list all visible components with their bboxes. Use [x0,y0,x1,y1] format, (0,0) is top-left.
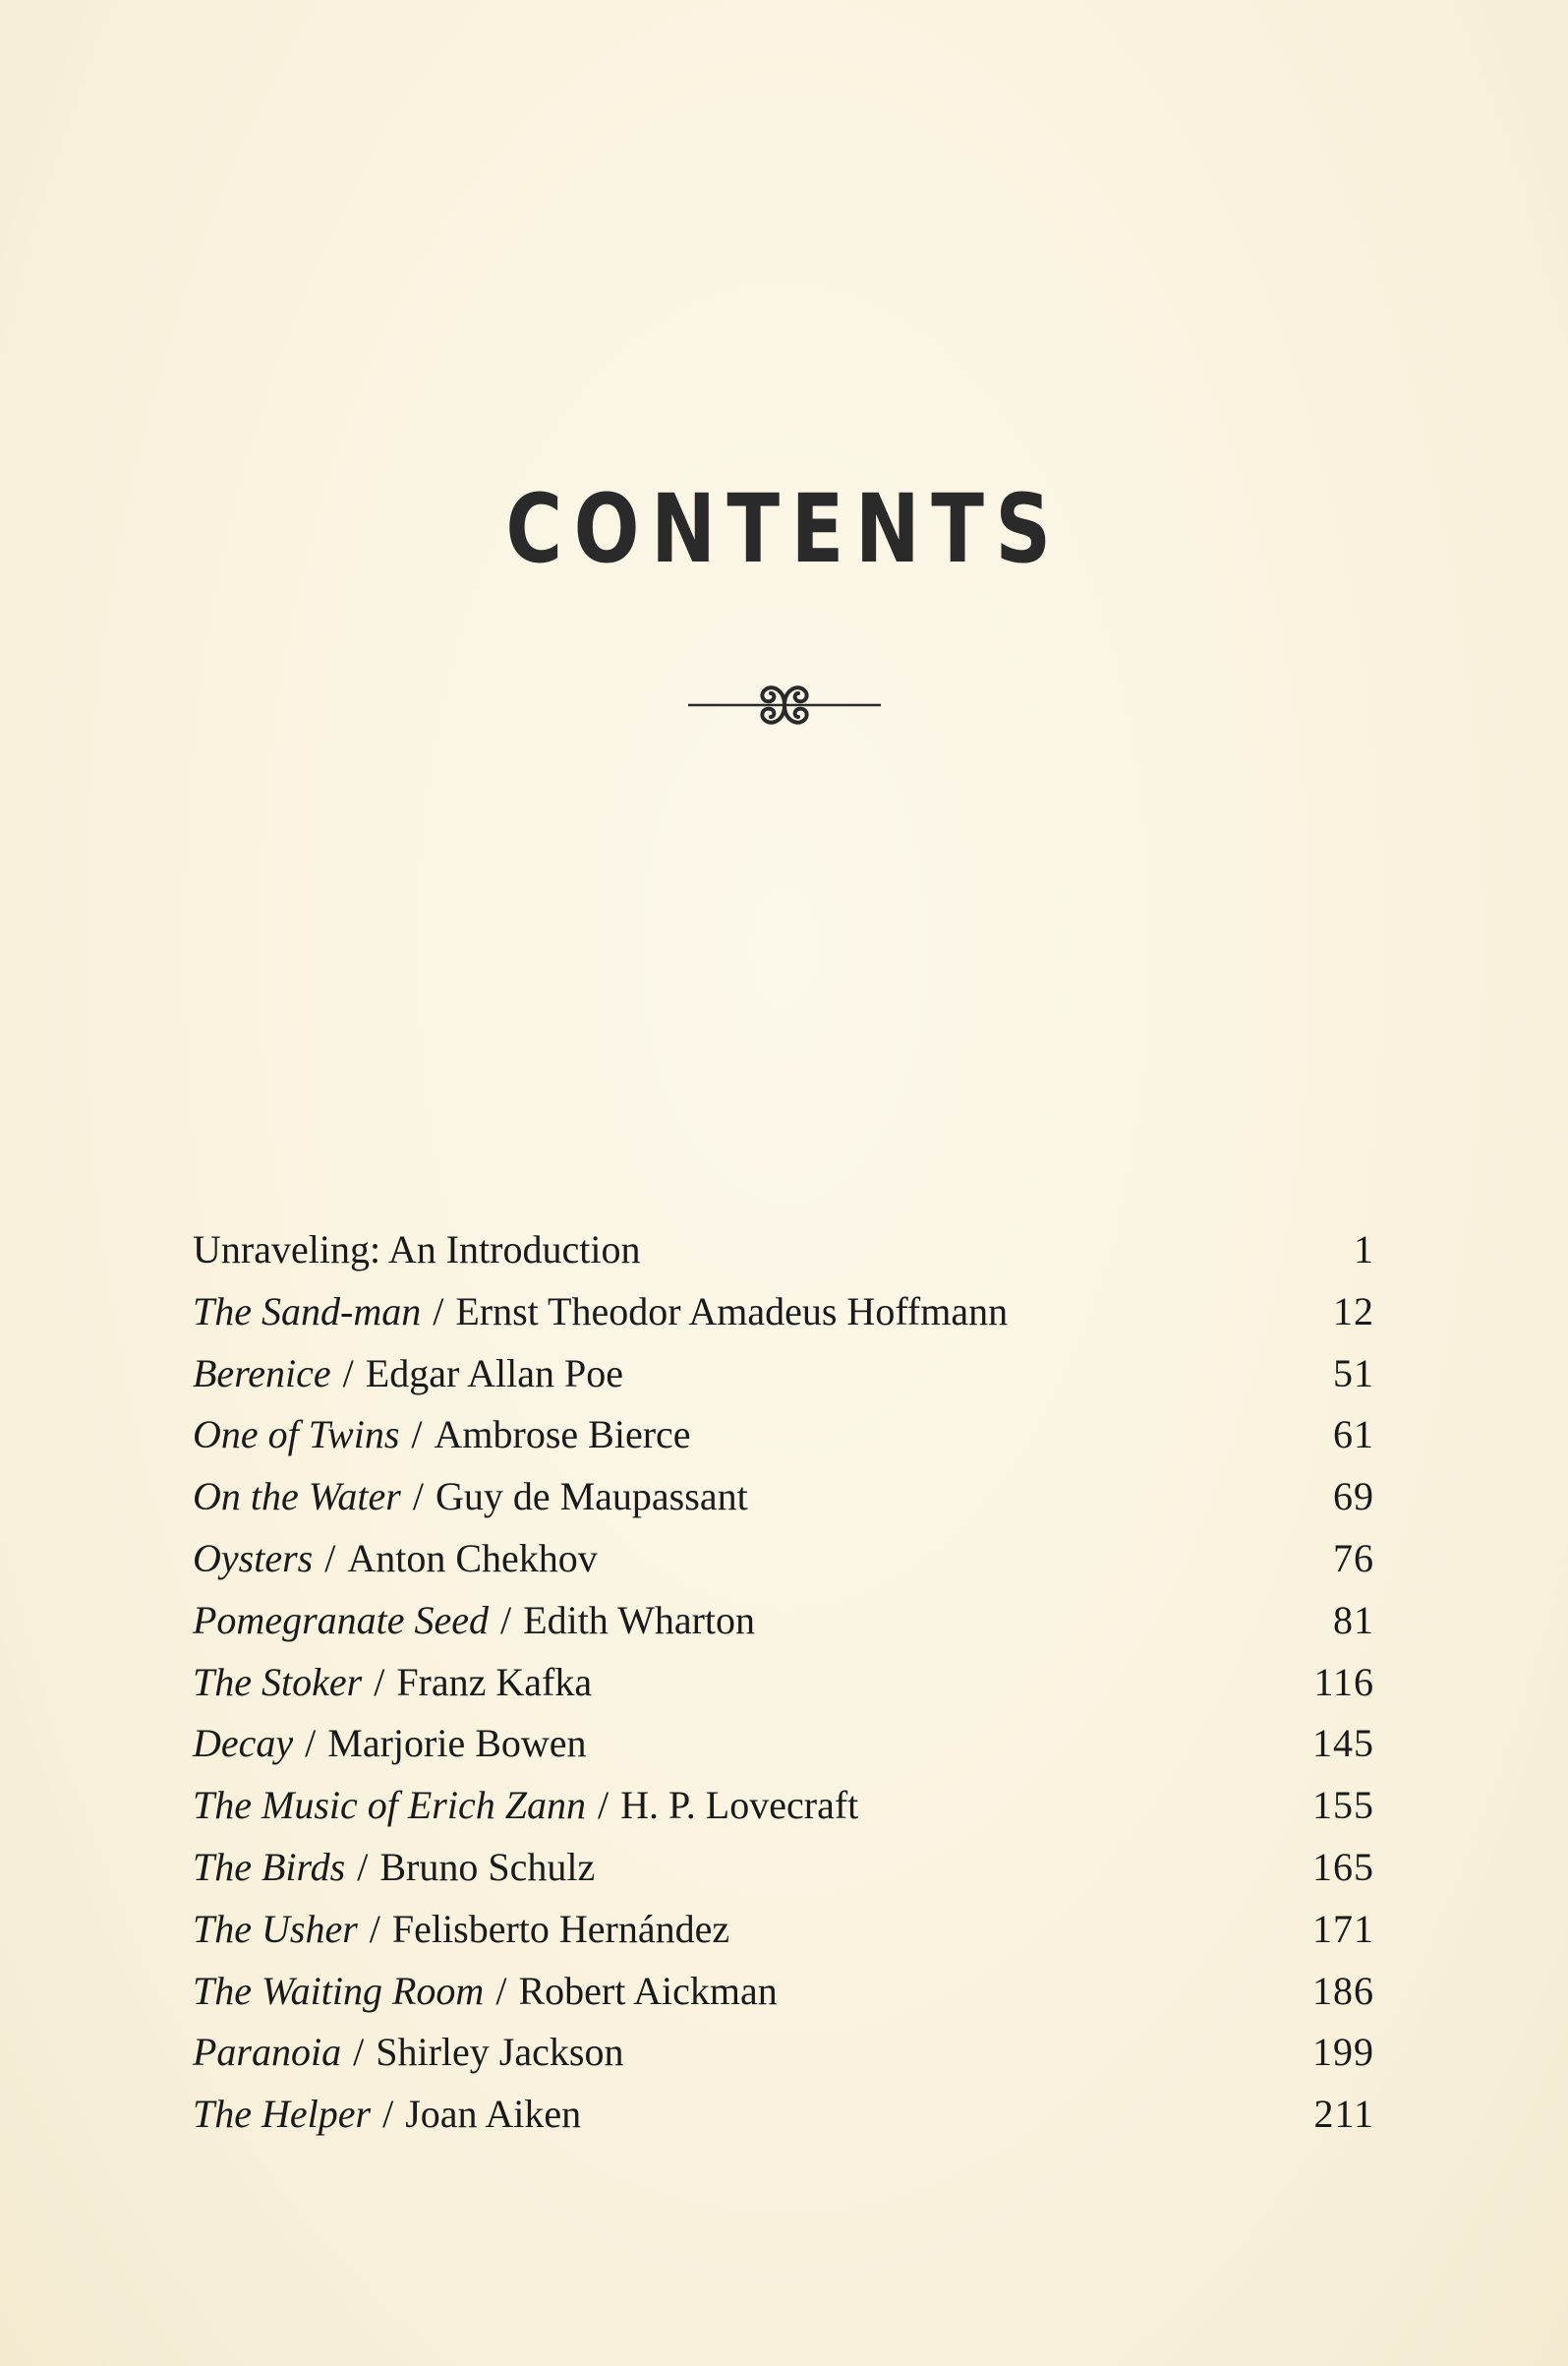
toc-entry-page-number: 1 [1354,1227,1374,1272]
toc-entry-title: On the Water [193,1474,401,1519]
toc-entry-author: Anton Chekhov [347,1535,598,1580]
toc-entry-separator: / [597,1783,610,1828]
toc-entry-page-number: 155 [1312,1783,1374,1828]
toc-entry-label [193,1775,858,1837]
toc-entry-label [193,1837,595,1899]
toc-entry[interactable] [193,1466,1378,1528]
toc-entry[interactable] [193,1652,1378,1714]
toc-entry-title: Pomegranate Seed [193,1597,490,1642]
scroll-ornament-icon [688,673,881,741]
toc-entry-title: The Birds [193,1844,346,1889]
toc-entry-author: Joan Aiken [405,2092,582,2137]
toc-entry-author: Ambrose Bierce [434,1412,691,1457]
toc-entry-plain-title: Unraveling: An Introduction [193,1227,641,1272]
toc-entry[interactable] [193,1219,1378,1281]
toc-entry-page-number: 165 [1312,1844,1374,1889]
toc-entry-label [193,1590,755,1652]
toc-entry-separator: / [369,1906,380,1951]
toc-entry-label [193,1713,587,1775]
toc-entry-page-number: 61 [1333,1412,1374,1457]
toc-entry-label [193,1343,623,1405]
toc-entry[interactable] [193,1775,1378,1837]
toc-entry[interactable] [193,1837,1378,1899]
toc-entry-label [193,1466,748,1528]
toc-entry-separator: / [382,2092,394,2137]
toc-entry[interactable] [193,1281,1378,1343]
toc-entry-author: Guy de Maupassant [435,1474,748,1519]
toc-entry-label [193,1528,598,1590]
toc-entry-separator: / [305,1721,317,1766]
toc-entry[interactable] [193,1343,1378,1405]
toc-entry-author: Robert Aickman [518,1968,778,2013]
toc-entry-author: H. P. Lovecraft [620,1783,859,1828]
toc-entry-author: Edith Wharton [523,1597,756,1642]
toc-entry[interactable] [193,1528,1378,1590]
toc-entry-separator: / [353,2030,365,2075]
toc-entry-page-number: 69 [1333,1474,1374,1519]
toc-entry[interactable] [193,1961,1378,2023]
toc-entry-separator: / [495,1968,507,2013]
toc-entry-title: Decay [193,1721,294,1766]
toc-entry-page-number: 51 [1333,1350,1374,1395]
toc-entry-page-number: 12 [1333,1288,1374,1333]
toc-entry-page-number: 171 [1312,1906,1374,1951]
toc-entry-label [193,1961,778,2023]
toc-entry-author: Ernst Theodor Amadeus Hoffmann [455,1288,1009,1333]
toc-entry-title: The Waiting Room [193,1968,485,2013]
toc-entry[interactable] [193,2084,1378,2146]
toc-entry-title: The Usher [193,1906,358,1951]
page-title: CONTENTS [505,474,1063,584]
toc-entry-separator: / [500,1597,512,1642]
toc-entry-separator: / [357,1844,369,1889]
toc-entry-title: The Music of Erich Zann [193,1783,586,1828]
toc-entry-title: Berenice [193,1350,331,1395]
toc-entry-label [193,1281,1008,1343]
table-of-contents [193,1219,1378,2146]
toc-entry-page-number: 116 [1313,1659,1374,1704]
toc-entry-page-number: 211 [1313,2092,1374,2137]
toc-entry[interactable] [193,1713,1378,1775]
toc-entry-author: Bruno Schulz [379,1844,596,1889]
toc-entry-title: The Stoker [193,1659,363,1704]
toc-entry-author: Shirley Jackson [376,2030,624,2075]
toc-entry-separator: / [374,1659,385,1704]
toc-entry-label [193,1899,729,1961]
toc-entry-label [193,1219,640,1281]
toc-entry-title: The Helper [193,2092,372,2137]
toc-entry-page-number: 186 [1312,1968,1374,2013]
toc-entry-label [193,1404,691,1466]
toc-entry-title: One of Twins [193,1412,400,1457]
toc-entry[interactable] [193,2022,1378,2084]
toc-entry[interactable] [193,1404,1378,1466]
toc-entry-separator: / [412,1474,424,1519]
toc-entry-page-number: 145 [1312,1721,1374,1766]
toc-entry-separator: / [342,1350,354,1395]
toc-entry-author: Felisberto Hernández [391,1906,730,1951]
toc-entry-page-number: 81 [1333,1597,1374,1642]
toc-entry-page-number: 76 [1333,1535,1374,1580]
toc-entry-author: Marjorie Bowen [327,1721,587,1766]
toc-entry-author: Edgar Allan Poe [365,1350,623,1395]
toc-entry-separator: / [433,1288,444,1333]
toc-entry-title: Oysters [193,1535,314,1580]
toc-entry-title: The Sand-man [193,1288,422,1333]
toc-entry-label [193,2022,623,2084]
toc-entry[interactable] [193,1590,1378,1652]
toc-entry-author: Franz Kafka [396,1659,593,1704]
toc-entry-separator: / [324,1535,336,1580]
toc-entry[interactable] [193,1899,1378,1961]
toc-entry-separator: / [411,1412,423,1457]
toc-entry-title: Paranoia [193,2030,342,2075]
toc-entry-label [193,1652,592,1714]
toc-entry-label [193,2084,581,2146]
toc-entry-page-number: 199 [1312,2030,1374,2075]
